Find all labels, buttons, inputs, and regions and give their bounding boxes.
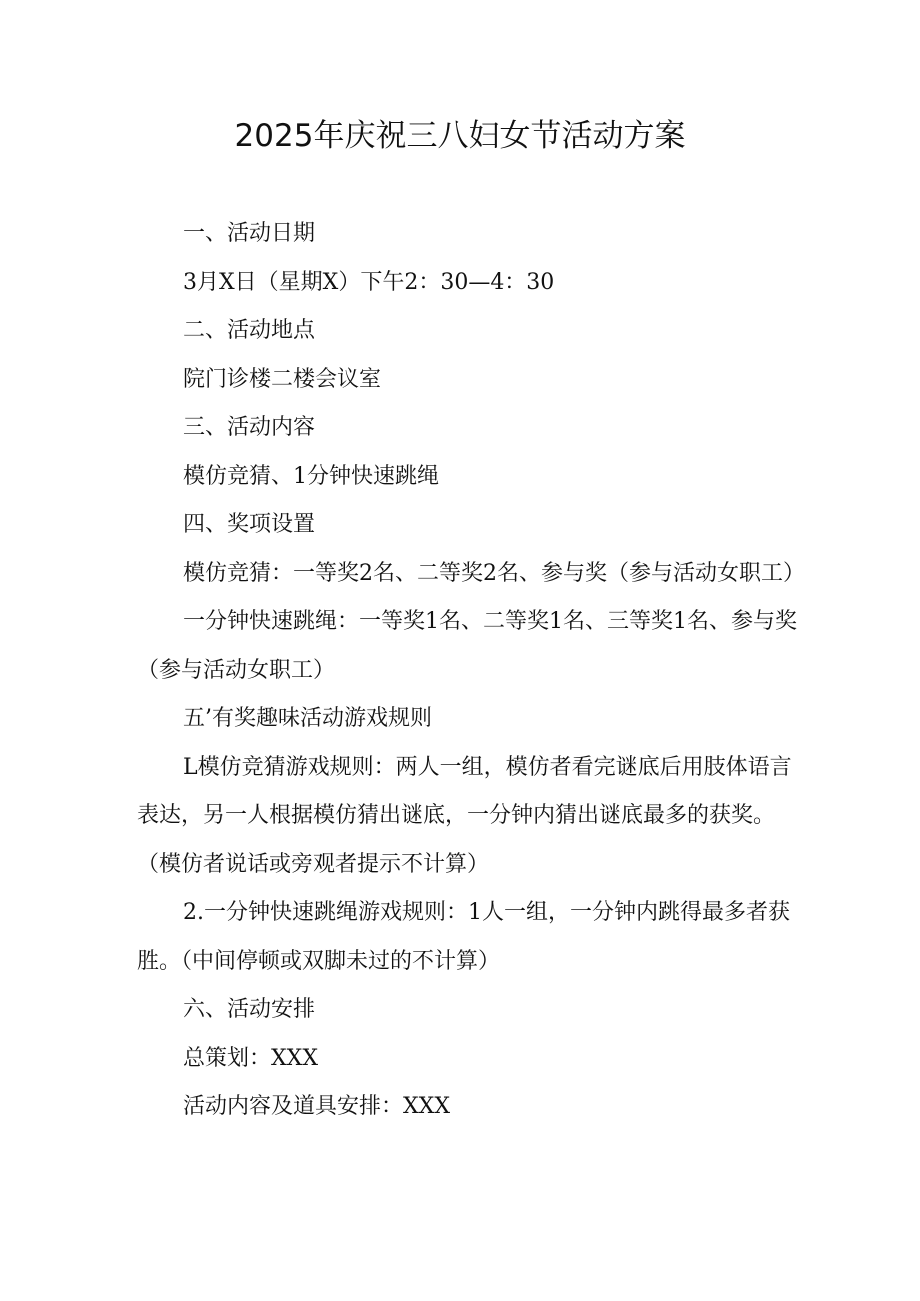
section-heading-content: 三、活动内容 <box>183 415 316 440</box>
section-heading-date: 一、活动日期 <box>183 221 316 246</box>
content-text: 模仿竞猜、1分钟快速跳绳 <box>183 463 439 489</box>
section-heading-arrangement: 六、活动安排 <box>183 997 316 1022</box>
props-text: 活动内容及道具安排：XXX <box>183 1094 450 1119</box>
section-heading-rules: 五’有奖趣味活动游戏规则 <box>183 706 432 731</box>
location-text: 院门诊楼二楼会议室 <box>183 366 382 392</box>
section-heading-awards: 四、奖项设置 <box>183 512 316 537</box>
document-body <box>137 210 805 1132</box>
rules-imitation-text: L模仿竞猜游戏规则：两人一组，模仿者看完谜底后用肢体语言表达，另一人根据模仿猜出谜底，一分钟内猜出谜底最多的获奖。（模仿者说话或旁观者提示不计算） <box>137 754 792 877</box>
date-text: 3月X日（星期X）下午2：30—4：30 <box>183 269 555 295</box>
rules-rope-text: 2.一分钟快速跳绳游戏规则：1人一组，一分钟内跳得最多者获胜。（中间停顿或双脚未过的不计算） <box>137 900 790 974</box>
planner-text: 总策划：XXX <box>183 1045 318 1071</box>
awards-imitation-text: 模仿竞猜：一等奖2名、二等奖2名、参与奖（参与活动女职工） <box>183 560 805 586</box>
section-heading-location: 二、活动地点 <box>183 318 316 343</box>
document-title: 2025年庆祝三八妇女节活动方案 <box>234 118 686 154</box>
awards-rope-text: 一分钟快速跳绳：一等奖1名、二等奖1名、三等奖1名、参与奖（参与活动女职工） <box>137 609 797 683</box>
